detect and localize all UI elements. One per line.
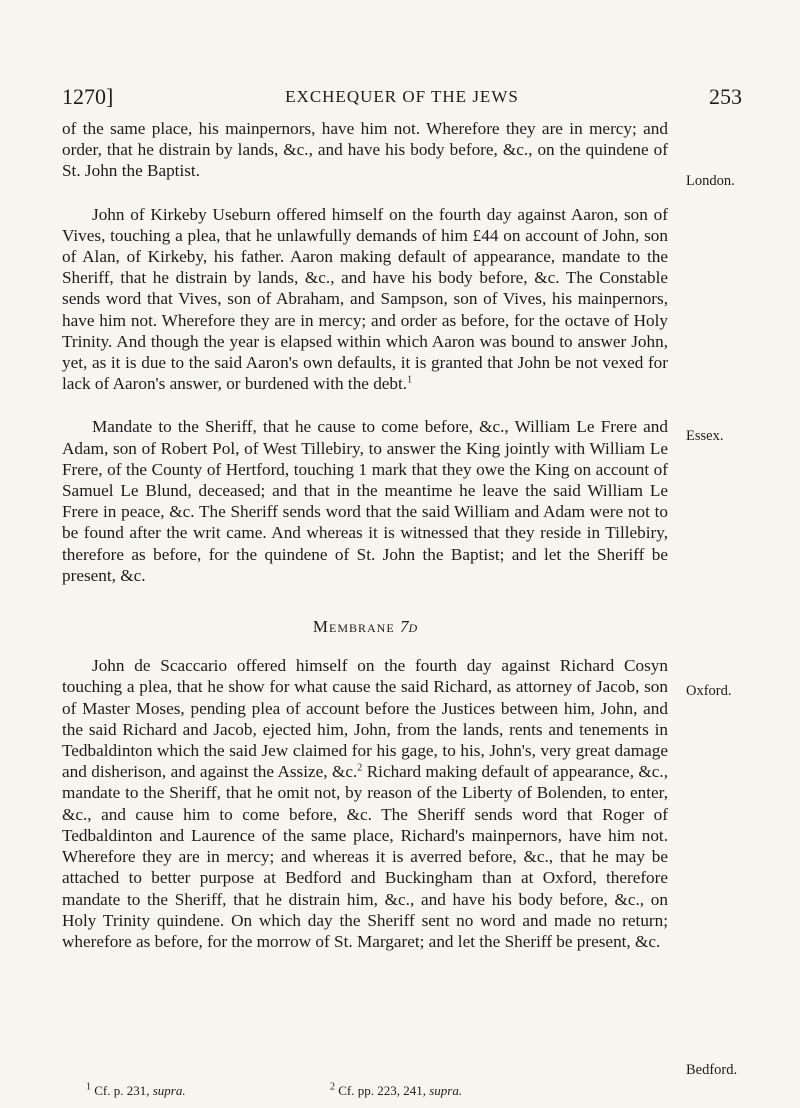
membrane-label: Membrane bbox=[312, 617, 395, 637]
paragraph-gap bbox=[62, 182, 668, 204]
header-title: EXCHEQUER OF THE JEWS bbox=[285, 87, 519, 106]
footnote-note: supra. bbox=[429, 1083, 463, 1098]
footnote-ref-text: Cf. pp. 223, 241, bbox=[338, 1083, 426, 1098]
paragraph-gap bbox=[62, 394, 668, 416]
header-year: 1270] bbox=[62, 84, 114, 109]
paragraph-text: John de Scaccario offered himself on the fourth day against Richard Cosyn touching a plea, that he show for what cause the said Richard, as attorney of Jacob, son of Master Moses, pending plea of account before the Justices between him, John, and the said Richard and Jacob, ejected him, John, from the lands, rents and tenements in Tedbaldinton which the said Jew claimed for his gage, to his, John's, very great damage and disherison, and against the Assize, &c. bbox=[62, 656, 668, 782]
sidenote-london: London. bbox=[686, 173, 735, 189]
membrane-number: 7d bbox=[399, 617, 418, 637]
footnote-2 bbox=[330, 1083, 462, 1099]
paragraph-gap bbox=[62, 637, 668, 655]
footnote-ref-text: Cf. p. 231, bbox=[94, 1083, 150, 1098]
membrane-heading bbox=[62, 616, 668, 637]
paragraph-text: John of Kirkeby Useburn offered himself on the fourth day against Aaron, son of Vives, touching a plea, that he unlawfully demands of him £44 on account of John, son of Alan, of Kirkeby, his father. Aaron making default of appearance, mandate to the Sheriff, that he distrain by lands, &c., and have his body before, &c. The Constable sends word that Vives, son of Abraham, and Sampson, son of Vives, his mainpernors, have him not. Wherefore they are in mercy; and order as before, for the octave of Holy Trinity. And though the year is elapsed within which Aaron was bound to answer John, yet, as it is due to the said Aaron's own defaults, it is granted that John be not vexed for lack of Aaron's answer, or burdened with the debt. bbox=[62, 204, 668, 394]
paragraph-le-frere: Mandate to the Sheriff, that he cause to come before, &c., William Le Frere and Adam, son of Robert Pol, of West Tillebiry, to answer the King jointly with William Le Frere, of the County of Hertford, touching 1 mark that they owe the King on account of Samuel Le Blund, deceased; and that in the meantime he leave the said William Le Frere in peace, &c. The Sheriff sends word that the said William and Adam were not to be found after the writ came. And whereas it is witnessed that they reside in Tillebiry, therefore as before, for the quindene of St. John the Baptist; and let the Sheriff be present, &c. bbox=[62, 417, 668, 585]
running-header bbox=[62, 84, 742, 114]
footnote-note: supra. bbox=[152, 1083, 186, 1098]
sidenote-essex: Essex. bbox=[686, 428, 724, 444]
footnote-ref: 2 bbox=[357, 762, 363, 774]
footnote-mark: 1 bbox=[86, 1081, 91, 1093]
page-body bbox=[62, 118, 668, 952]
paragraph-scaccario bbox=[62, 655, 668, 952]
footnote-mark: 2 bbox=[330, 1081, 335, 1093]
footnote-1 bbox=[86, 1083, 186, 1099]
sidenote-bedford: Bedford. bbox=[686, 1062, 738, 1078]
sidenote-oxford: Oxford. bbox=[686, 683, 732, 699]
paragraph-continuation: of the same place, his mainpernors, have him not. Wherefore they are in mercy; and order, that he distrain by lands, &c., and have his body before, &c., on the quindene of St. John the Baptist. bbox=[62, 119, 668, 181]
paragraph-kirkeby bbox=[62, 204, 668, 395]
footnote-ref: 1 bbox=[407, 374, 413, 386]
page-number: 253 bbox=[709, 84, 742, 109]
paragraph-text: Richard making default of appearance, &c., mandate to the Sheriff, that he omit not, by reason of the Liberty of Bolenden, to enter, &c., and cause him to come before, &c. The Sheriff sends word that Roger of Tedbaldinton and Laurence of the same place, Richard's mainpernors, have him not. Wherefore they are in mercy; and whereas it is averred before, &c., that he may be attached to better purpose at Bedford and Buckingham than at Oxford, therefore mandate to the Sheriff, that he distrain him, &c., and have his body before, &c., on Holy Trinity quindene. On which day the Sheriff sent no word and made no return; wherefore as before, for the morrow of St. Margaret; and let the Sheriff be present, &c. bbox=[62, 762, 669, 951]
paragraph-gap bbox=[62, 586, 668, 616]
